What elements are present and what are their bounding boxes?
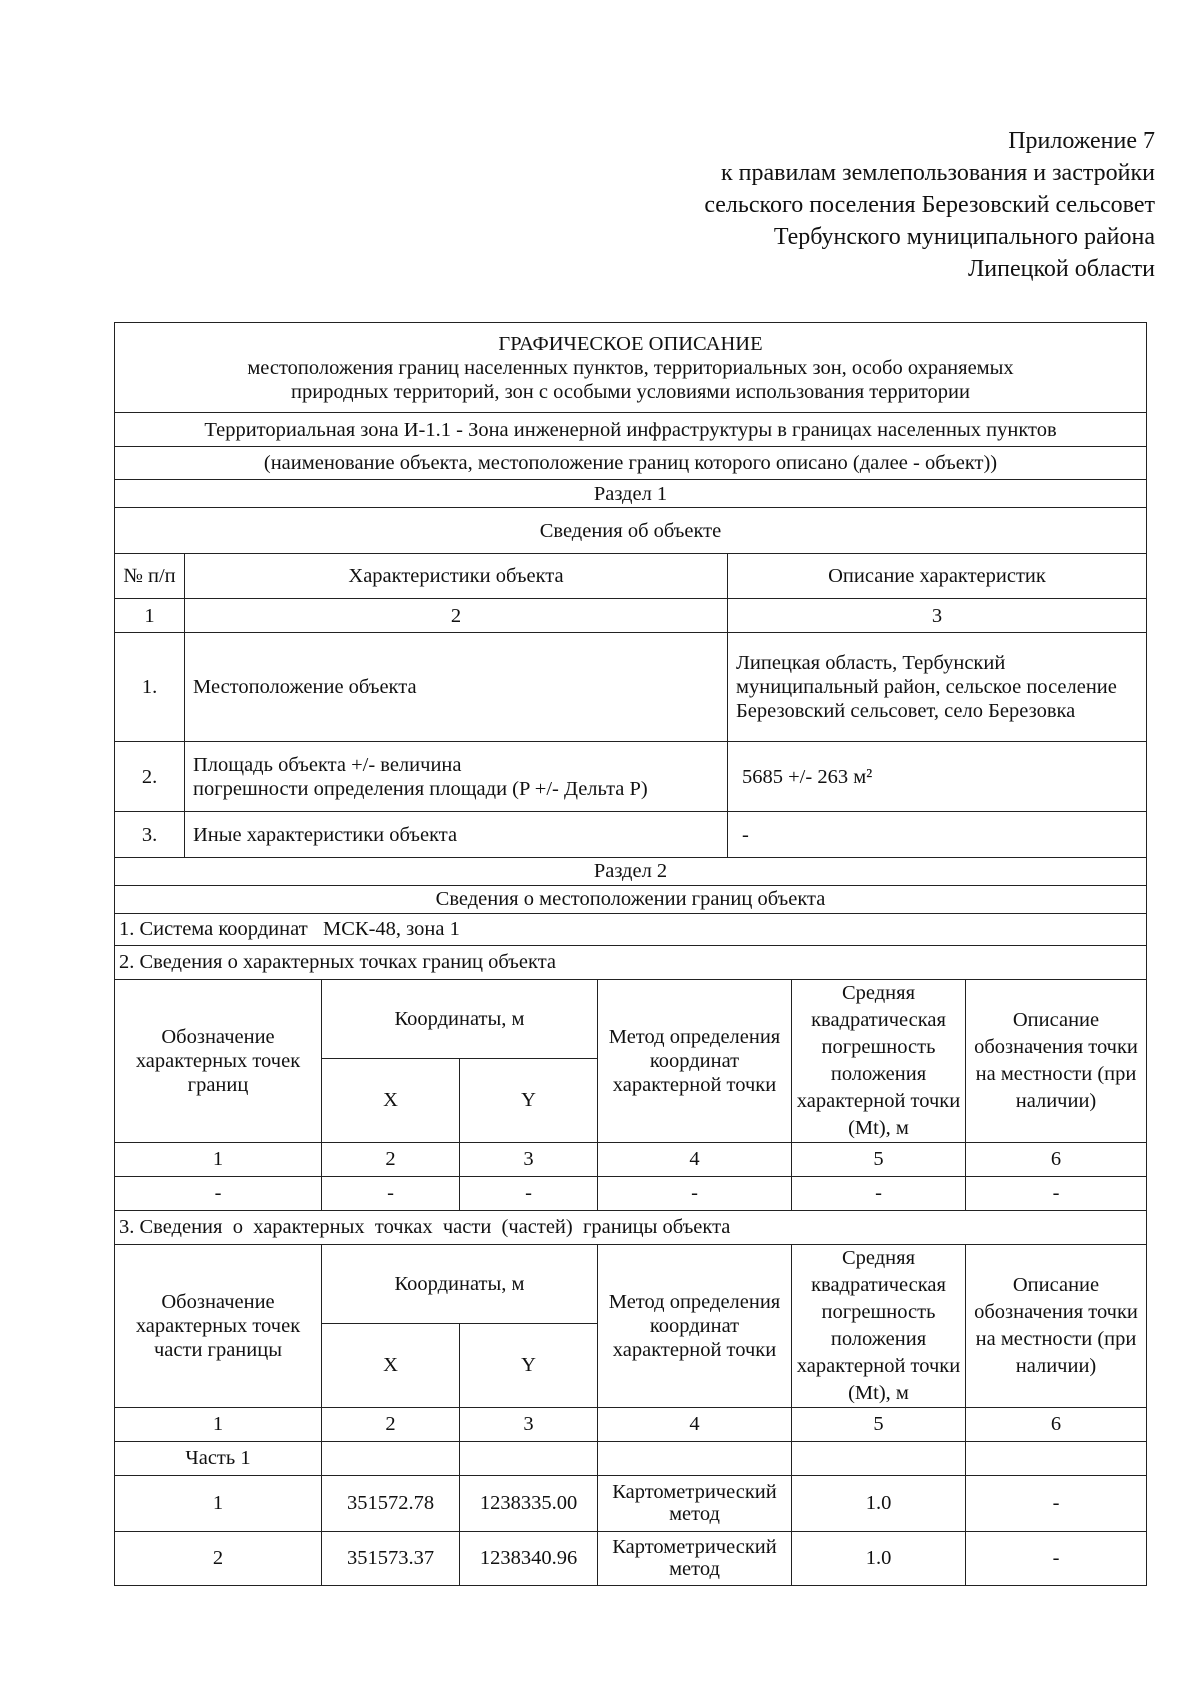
characteristic-name: Местоположение объекта — [185, 633, 728, 742]
appendix-header — [704, 125, 1155, 285]
document-subtitle: природных территорий, зон с особыми условиями использования территории — [291, 380, 970, 403]
column-number: 2 — [185, 599, 728, 633]
header-description: Описание обозначения точки на местности (при наличии) — [966, 980, 1147, 1143]
header-x: X — [322, 1059, 460, 1142]
appendix-line: к правилам землепользования и застройки — [720, 160, 1155, 186]
appendix-line: сельского поселения Березовский сельсовет — [704, 192, 1155, 218]
empty-cell: - — [966, 1176, 1147, 1210]
column-number: 2 — [322, 1142, 460, 1176]
method: Картометрический метод — [598, 1531, 792, 1585]
appendix-line: Тербунского муниципального района — [773, 224, 1155, 250]
row-number: 3. — [115, 812, 185, 858]
header-x: X — [322, 1324, 460, 1407]
coord-y: 1238340.96 — [460, 1531, 598, 1585]
empty-cell — [598, 1441, 792, 1475]
column-number: 3 — [728, 599, 1147, 633]
characteristic-value: Липецкая область, Тербунский муниципальный район, сельское поселение Березовский сельсовет, село Березовка — [728, 633, 1147, 742]
section2-subtitle: Сведения о местоположении границ объекта — [115, 885, 1147, 913]
characteristic-name-line: погрешности определения площади (P +/- Дельта P) — [193, 777, 648, 800]
empty-cell — [792, 1441, 966, 1475]
description: - — [966, 1475, 1147, 1531]
column-number: 3 — [460, 1407, 598, 1441]
coord-x: 351572.78 — [322, 1475, 460, 1531]
point-number: 1 — [115, 1475, 322, 1531]
characteristic-name-line: Площадь объекта +/- величина — [193, 753, 462, 776]
object-name: Территориальная зона И-1.1 - Зона инженерной инфраструктуры в границах населенных пунктов — [115, 413, 1147, 447]
column-number: 4 — [598, 1142, 792, 1176]
table-row — [115, 1531, 1147, 1585]
section1-title: Раздел 1 — [115, 480, 1147, 508]
column-number: 1 — [115, 599, 185, 633]
header-error: Средняя квадратическая погрешность положения характерной точки (Mt), м — [792, 1245, 966, 1408]
error: 1.0 — [792, 1531, 966, 1585]
description: - — [966, 1531, 1147, 1585]
document-title: ГРАФИЧЕСКОЕ ОПИСАНИЕ — [498, 332, 763, 355]
column-header: Описание характеристик — [728, 554, 1147, 599]
header-method: Метод определения координат характерной точки — [598, 1245, 792, 1408]
column-number: 5 — [792, 1407, 966, 1441]
column-number: 6 — [966, 1142, 1147, 1176]
header-y: Y — [460, 1324, 598, 1407]
section1-table — [114, 322, 1147, 858]
section1-subtitle: Сведения об объекте — [115, 508, 1147, 554]
empty-cell: - — [115, 1176, 322, 1210]
document-title-cell — [115, 323, 1147, 413]
header-points: Обозначение характерных точек границ — [115, 980, 322, 1143]
column-number: 5 — [792, 1142, 966, 1176]
method: Картометрический метод — [598, 1475, 792, 1531]
header-coordinates: Координаты, м — [322, 980, 598, 1059]
row-number: 1. — [115, 633, 185, 742]
section2-title: Раздел 2 — [115, 858, 1147, 885]
appendix-line: Приложение 7 — [1008, 128, 1155, 154]
part-label: Часть 1 — [115, 1441, 322, 1475]
characteristic-value: - — [728, 812, 1147, 858]
empty-cell: - — [598, 1176, 792, 1210]
column-number: 1 — [115, 1407, 322, 1441]
column-number: 1 — [115, 1142, 322, 1176]
empty-cell: - — [322, 1176, 460, 1210]
empty-cell — [460, 1441, 598, 1475]
boundary-points-table — [114, 980, 1147, 1245]
column-number: 2 — [322, 1407, 460, 1441]
characteristic-value: 5685 +/- 263 м² — [728, 742, 1147, 812]
parts-title: 3. Сведения о характерных точках части (частей) границы объекта — [115, 1210, 1147, 1244]
characteristic-name — [185, 742, 728, 812]
table-row — [115, 1475, 1147, 1531]
coord-x: 351573.37 — [322, 1531, 460, 1585]
coordinate-system: 1. Система координат МСК-48, зона 1 — [115, 913, 1147, 945]
appendix-line: Липецкой области — [968, 256, 1155, 282]
characteristic-name: Иные характеристики объекта — [185, 812, 728, 858]
header-error: Средняя квадратическая погрешность положения характерной точки (Mt), м — [792, 980, 966, 1143]
header-points: Обозначение характерных точек части границы — [115, 1245, 322, 1408]
header-coordinates: Координаты, м — [322, 1245, 598, 1324]
empty-cell: - — [460, 1176, 598, 1210]
column-number: 3 — [460, 1142, 598, 1176]
header-description: Описание обозначения точки на местности (при наличии) — [966, 1245, 1147, 1408]
boundary-part-points-table — [114, 1245, 1147, 1586]
column-header: Характеристики объекта — [185, 554, 728, 599]
empty-cell: - — [792, 1176, 966, 1210]
header-y: Y — [460, 1059, 598, 1142]
column-header: № п/п — [115, 554, 185, 599]
description-form — [114, 322, 1147, 1586]
empty-cell — [322, 1441, 460, 1475]
row-number: 2. — [115, 742, 185, 812]
object-caption: (наименование объекта, местоположение границ которого описано (далее - объект)) — [115, 447, 1147, 480]
empty-cell — [966, 1441, 1147, 1475]
column-number: 4 — [598, 1407, 792, 1441]
points-title: 2. Сведения о характерных точках границ объекта — [115, 945, 1147, 979]
error: 1.0 — [792, 1475, 966, 1531]
coord-y: 1238335.00 — [460, 1475, 598, 1531]
point-number: 2 — [115, 1531, 322, 1585]
column-number: 6 — [966, 1407, 1147, 1441]
section2-header-table — [114, 858, 1147, 980]
document-subtitle: местоположения границ населенных пунктов, территориальных зон, особо охраняемых — [247, 356, 1014, 379]
header-method: Метод определения координат характерной точки — [598, 980, 792, 1143]
